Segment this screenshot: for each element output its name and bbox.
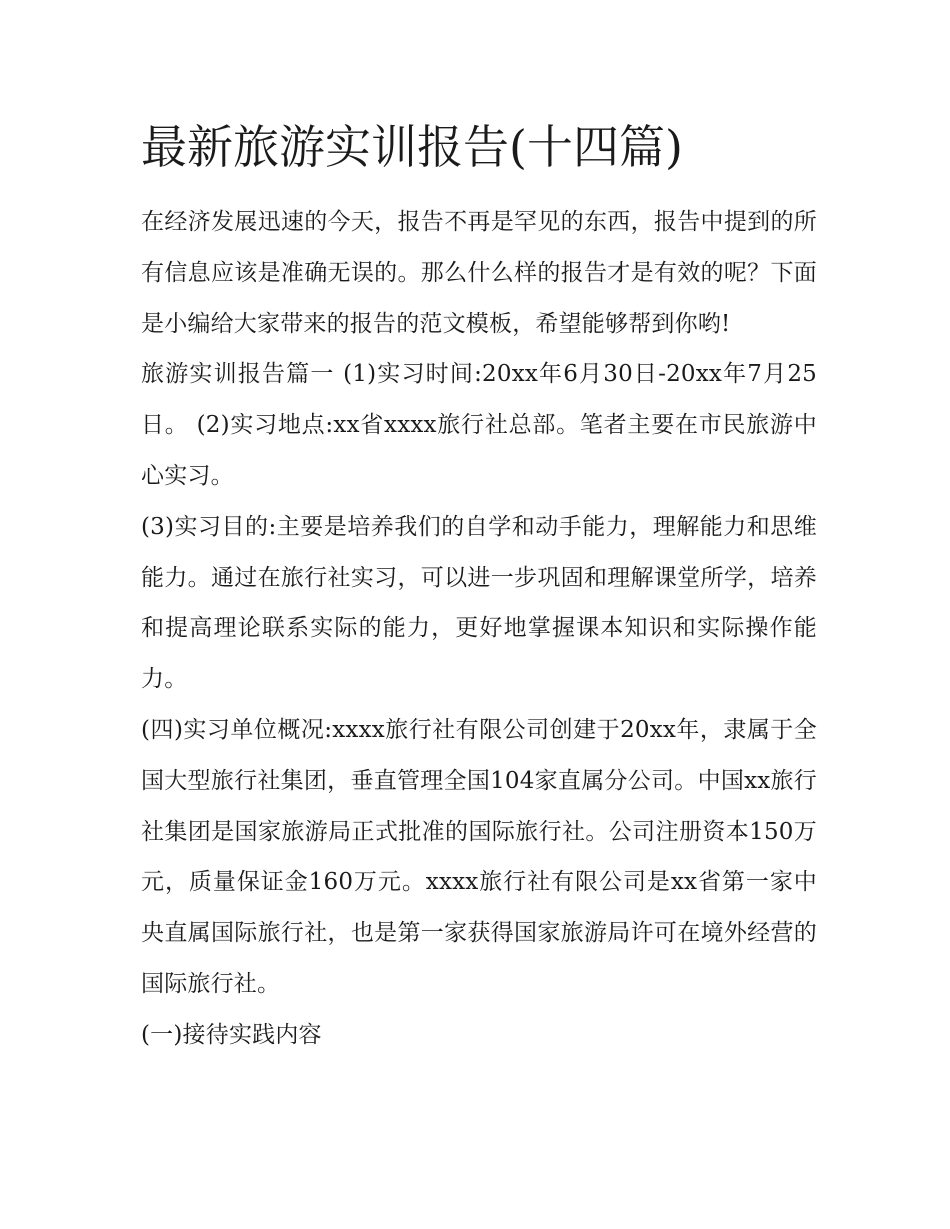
paragraph-intro: 在经济发展迅速的今天，报告不再是罕见的东西，报告中提到的所有信息应该是准确无误的。那么什么样的报告才是有效的呢？下面是小编给大家带来的报告的范文模板，希望能够帮到你哟!	[141, 209, 817, 337]
paragraph-section-heading: (一)接待实践内容	[141, 1021, 322, 1048]
document-body	[141, 197, 817, 1061]
paragraph-internship-purpose: (3)实习目的:主要是培养我们的自学和动手能力，理解能力和思维能力。通过在旅行社实习，可以进一步巩固和理解课堂所学，培养和提高理论联系实际的能力，更好地掌握课本知识和实际操作能力。	[141, 513, 817, 693]
document-title: 最新旅游实训报告(十四篇)	[141, 120, 683, 174]
paragraph-internship-time-place: 旅游实训报告篇一 (1)实习时间:20xx年6月30日-20xx年7月25日。 (2)实习地点:xx省xxxx旅行社总部。笔者主要在市民旅游中心实习。	[141, 361, 817, 489]
paragraph-company-overview: (四)实习单位概况:xxxx旅行社有限公司创建于20xx年，隶属于全国大型旅行社集团，垂直管理全国104家直属分公司。中国xx旅行社集团是国家旅游局正式批准的国际旅行社。公司注册资本150万元，质量保证金160万元。xxxx旅行社有限公司是xx省第一家中央直属国际旅行社，也是第一家获得国家旅游局许可在境外经营的国际旅行社。	[141, 716, 817, 997]
